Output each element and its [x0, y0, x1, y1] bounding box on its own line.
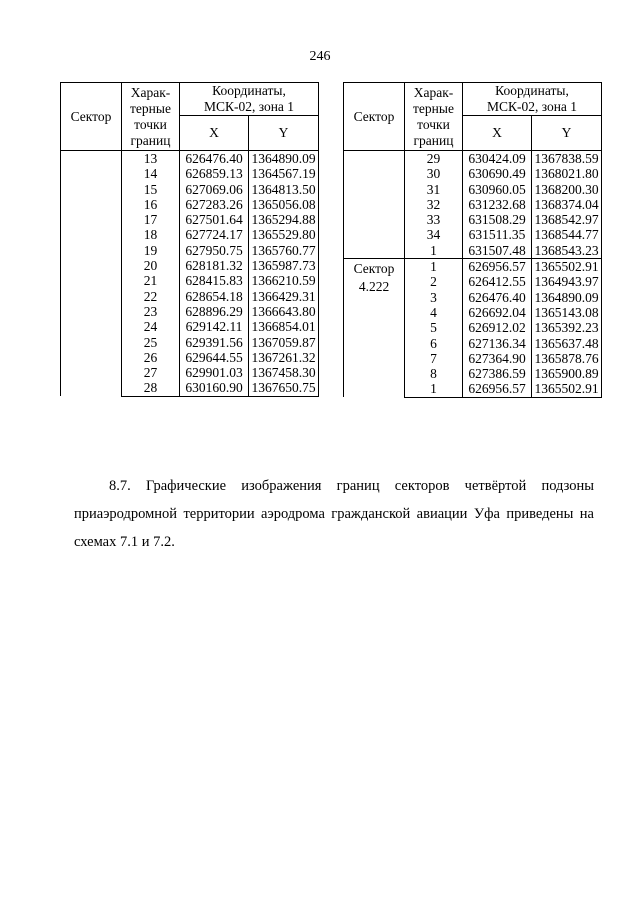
- table-row: [344, 151, 602, 167]
- coord-y: 1365987.73: [249, 258, 319, 273]
- coord-x: 627501.64: [180, 212, 249, 227]
- table-row: [344, 259, 602, 275]
- coord-x: 627364.90: [463, 351, 532, 366]
- coord-y: 1368543.23: [532, 243, 602, 259]
- table-header: [61, 83, 319, 151]
- coord-y: 1368374.04: [532, 197, 602, 212]
- header-sector: Сектор: [344, 83, 405, 151]
- coord-y: 1365529.80: [249, 227, 319, 242]
- point-number: 27: [122, 365, 180, 380]
- point-number: 31: [405, 182, 463, 197]
- point-number: 29: [405, 151, 463, 167]
- coord-y: 1365056.08: [249, 197, 319, 212]
- header-x: X: [463, 116, 532, 151]
- coord-x: 631508.29: [463, 212, 532, 227]
- coord-y: 1368021.80: [532, 166, 602, 181]
- coord-x: 626476.40: [463, 290, 532, 305]
- sector-cell: [344, 151, 405, 259]
- point-number: 17: [122, 212, 180, 227]
- header-coordinates: Координаты, МСК-02, зона 1: [180, 83, 319, 116]
- header-points: Харак- терные точки границ: [122, 83, 180, 151]
- header-x: X: [180, 116, 249, 151]
- point-number: 14: [122, 166, 180, 181]
- coord-x: 626956.57: [463, 381, 532, 397]
- coord-y: 1365502.91: [532, 259, 602, 275]
- header-y: Y: [249, 116, 319, 151]
- paragraph-line: приаэродромной территории аэродрома гражданской авиации Уфа приведены на: [74, 506, 594, 522]
- coord-y: 1366854.01: [249, 319, 319, 334]
- coord-y: 1365392.23: [532, 320, 602, 335]
- point-number: 20: [122, 258, 180, 273]
- coord-y: 1367059.87: [249, 335, 319, 350]
- point-number: 16: [122, 197, 180, 212]
- coord-x: 628415.83: [180, 273, 249, 288]
- point-number: 7: [405, 351, 463, 366]
- coord-x: 626859.13: [180, 166, 249, 181]
- header-y: Y: [532, 116, 602, 151]
- point-number: 6: [405, 336, 463, 351]
- coord-y: 1365637.48: [532, 336, 602, 351]
- sector-label: 4.222: [358, 279, 390, 295]
- coord-y: 1364890.09: [249, 151, 319, 167]
- coord-y: 1364890.09: [532, 290, 602, 305]
- sector-cell: [344, 259, 405, 398]
- coord-y: 1364943.97: [532, 274, 602, 289]
- point-number: 25: [122, 335, 180, 350]
- coord-x: 626412.55: [463, 274, 532, 289]
- coord-x: 629901.03: [180, 365, 249, 380]
- coord-y: 1366210.59: [249, 273, 319, 288]
- point-number: 22: [122, 289, 180, 304]
- point-number: 13: [122, 151, 180, 167]
- paragraph-line: схемах 7.1 и 7.2.: [74, 534, 175, 550]
- point-number: 19: [122, 243, 180, 258]
- coord-x: 628181.32: [180, 258, 249, 273]
- coord-y: 1367838.59: [532, 151, 602, 167]
- point-number: 18: [122, 227, 180, 242]
- coord-y: 1366429.31: [249, 289, 319, 304]
- coord-x: 629391.56: [180, 335, 249, 350]
- coordinates-table-left: [60, 82, 319, 397]
- coord-x: 627283.26: [180, 197, 249, 212]
- coord-x: 627724.17: [180, 227, 249, 242]
- point-number: 30: [405, 166, 463, 181]
- coord-x: 628654.18: [180, 289, 249, 304]
- coord-y: 1367650.75: [249, 380, 319, 396]
- coord-x: 630690.49: [463, 166, 532, 181]
- sector-cell: [61, 151, 122, 397]
- point-number: 1: [405, 259, 463, 275]
- coord-x: 627950.75: [180, 243, 249, 258]
- coord-y: 1364567.19: [249, 166, 319, 181]
- coord-x: 631507.48: [463, 243, 532, 259]
- table-body: [344, 151, 602, 398]
- coord-y: 1366643.80: [249, 304, 319, 319]
- point-number: 26: [122, 350, 180, 365]
- coord-x: 626692.04: [463, 305, 532, 320]
- coord-x: 627069.06: [180, 182, 249, 197]
- coord-y: 1368544.77: [532, 227, 602, 242]
- coord-x: 630160.90: [180, 380, 249, 396]
- coord-x: 629142.11: [180, 319, 249, 334]
- point-number: 1: [405, 381, 463, 397]
- coord-y: 1368542.97: [532, 212, 602, 227]
- point-number: 28: [122, 380, 180, 396]
- section-paragraph: [74, 472, 594, 556]
- coordinates-table-right: [343, 82, 602, 398]
- coord-y: 1365760.77: [249, 243, 319, 258]
- coord-y: 1365294.88: [249, 212, 319, 227]
- coord-x: 627386.59: [463, 366, 532, 381]
- coord-y: 1365878.76: [532, 351, 602, 366]
- point-number: 5: [405, 320, 463, 335]
- point-number: 1: [405, 243, 463, 259]
- coord-x: 629644.55: [180, 350, 249, 365]
- header-sector: Сектор: [61, 83, 122, 151]
- paragraph-line: 8.7. Графические изображения границ секторов четвёртой подзоны: [109, 478, 594, 494]
- coord-y: 1367261.32: [249, 350, 319, 365]
- coord-x: 631232.68: [463, 197, 532, 212]
- point-number: 3: [405, 290, 463, 305]
- header-points: Харак- терные точки границ: [405, 83, 463, 151]
- coord-y: 1368200.30: [532, 182, 602, 197]
- table-row: [61, 151, 319, 167]
- coord-x: 626476.40: [180, 151, 249, 167]
- coord-x: 626956.57: [463, 259, 532, 275]
- coord-y: 1364813.50: [249, 182, 319, 197]
- table-header: [344, 83, 602, 151]
- coord-x: 630960.05: [463, 182, 532, 197]
- coord-x: 630424.09: [463, 151, 532, 167]
- table-body: [61, 151, 319, 397]
- sector-label: Сектор: [353, 261, 395, 277]
- coord-y: 1365143.08: [532, 305, 602, 320]
- coord-x: 626912.02: [463, 320, 532, 335]
- point-number: 8: [405, 366, 463, 381]
- point-number: 15: [122, 182, 180, 197]
- coord-x: 627136.34: [463, 336, 532, 351]
- point-number: 34: [405, 227, 463, 242]
- point-number: 32: [405, 197, 463, 212]
- header-coordinates: Координаты, МСК-02, зона 1: [463, 83, 602, 116]
- point-number: 21: [122, 273, 180, 288]
- point-number: 4: [405, 305, 463, 320]
- point-number: 23: [122, 304, 180, 319]
- coord-y: 1365900.89: [532, 366, 602, 381]
- page-number: 246: [309, 49, 331, 64]
- point-number: 33: [405, 212, 463, 227]
- point-number: 2: [405, 274, 463, 289]
- coord-x: 631511.35: [463, 227, 532, 242]
- point-number: 24: [122, 319, 180, 334]
- coord-y: 1365502.91: [532, 381, 602, 397]
- coord-x: 628896.29: [180, 304, 249, 319]
- coord-y: 1367458.30: [249, 365, 319, 380]
